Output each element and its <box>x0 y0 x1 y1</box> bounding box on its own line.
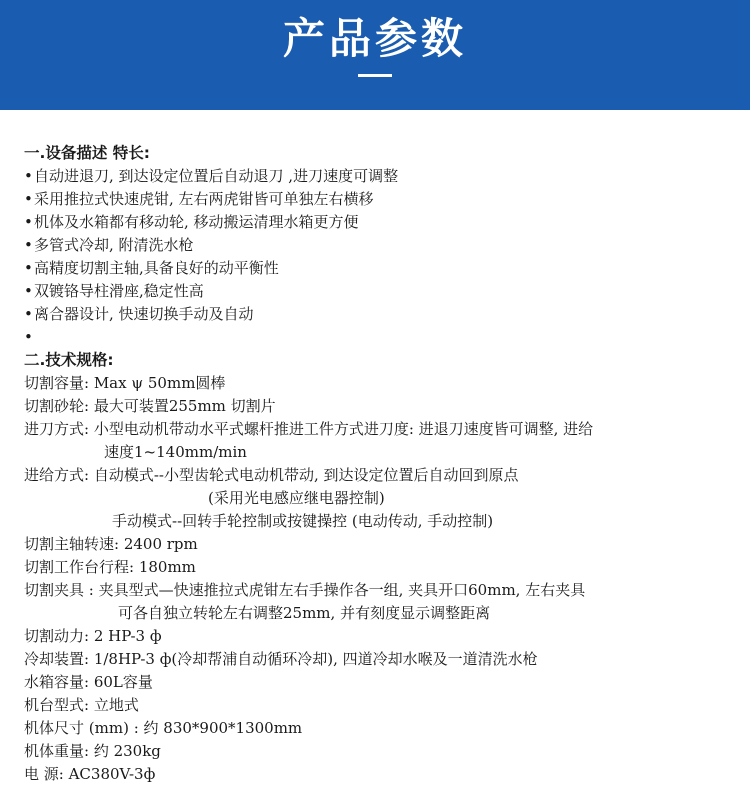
spec-feed-method-cont: 速度1~140mm/min <box>104 443 247 461</box>
feature-item <box>24 211 750 234</box>
feature-text: 采用推拉式快速虎钳, 左右两虎钳皆可单独左右横移 <box>34 190 374 208</box>
spec-table-travel: 切割工作台行程: 180mm <box>24 558 196 576</box>
bullet-icon: • <box>24 328 33 346</box>
spec-manual-mode: 手动模式--回转手轮控制或按键操控 (电动传动, 手动控制) <box>112 512 494 530</box>
page-title: 产品参数 <box>282 14 467 63</box>
feature-item <box>24 257 750 280</box>
feature-item <box>24 234 750 257</box>
spec-dimensions: 机体尺寸 (mm) : 约 830*900*1300mm <box>24 719 303 737</box>
spec-cutting-wheel: 切割砂轮: 最大可装置255mm 切割片 <box>24 397 276 415</box>
title-underline <box>358 74 392 77</box>
feature-text: 多管式冷却, 附清洗水枪 <box>34 236 194 254</box>
spec-power-supply: 电 源: AC380V-3ф <box>24 765 156 783</box>
feature-item <box>24 188 750 211</box>
feature-item <box>24 303 750 326</box>
spec-spindle-speed: 切割主轴转速: 2400 rpm <box>24 535 198 553</box>
section-title-description: 一.设备描述 特长: <box>24 144 150 162</box>
feature-text: 高精度切割主轴,具备良好的动平衡性 <box>34 259 279 277</box>
bullet-icon: • <box>24 213 33 231</box>
spec-cooling: 冷却装置: 1/8HP-3 ф(冷却帮浦自动循环冷却), 四道冷却水喉及一道清洗水枪 <box>24 650 538 668</box>
spec-feed-method: 进刀方式: 小型电动机带动水平式螺杆推进工件方式进刀度: 进退刀速度皆可调整, 进给 <box>24 420 594 438</box>
header-banner <box>0 0 750 110</box>
bullet-icon: • <box>24 305 33 323</box>
spec-machine-type: 机台型式: 立地式 <box>24 696 139 714</box>
spec-feed-mode: 进给方式: 自动模式--小型齿轮式电动机带动, 到达设定位置后自动回到原点 <box>24 466 519 484</box>
section-title-specs: 二.技术规格: <box>24 351 114 369</box>
bullet-icon: • <box>24 282 33 300</box>
feature-item <box>24 165 750 188</box>
bullet-icon: • <box>24 190 33 208</box>
spec-fixture: 切割夹具 : 夹具型式—快速推拉式虎钳左右手操作各一组, 夹具开口60mm, 左右夹具 <box>24 581 586 599</box>
bullet-icon: • <box>24 167 33 185</box>
spec-cutting-capacity: 切割容量: Max ψ 50mm圆棒 <box>24 374 226 392</box>
content-area <box>0 110 750 786</box>
bullet-icon: • <box>24 236 33 254</box>
feature-item-empty <box>24 326 750 349</box>
feature-text: 自动进退刀, 到达设定位置后自动退刀 ,进刀速度可调整 <box>34 167 399 185</box>
spec-fixture-cont: 可各自独立转轮左右调整25mm, 并有刻度显示调整距离 <box>118 604 491 622</box>
feature-item <box>24 280 750 303</box>
spec-cutting-power: 切割动力: 2 HP-3 ф <box>24 627 162 645</box>
feature-text: 双镀铬导柱滑座,稳定性高 <box>34 282 204 300</box>
feature-text: 机体及水箱都有移动轮, 移动搬运清理水箱更方便 <box>34 213 359 231</box>
spec-tank-capacity: 水箱容量: 60L容量 <box>24 673 153 691</box>
spec-weight: 机体重量: 约 230kg <box>24 742 161 760</box>
bullet-icon: • <box>24 259 33 277</box>
feature-text: 离合器设计, 快速切换手动及自动 <box>34 305 254 323</box>
spec-feed-mode-cont: (采用光电感应继电器控制) <box>208 489 385 507</box>
